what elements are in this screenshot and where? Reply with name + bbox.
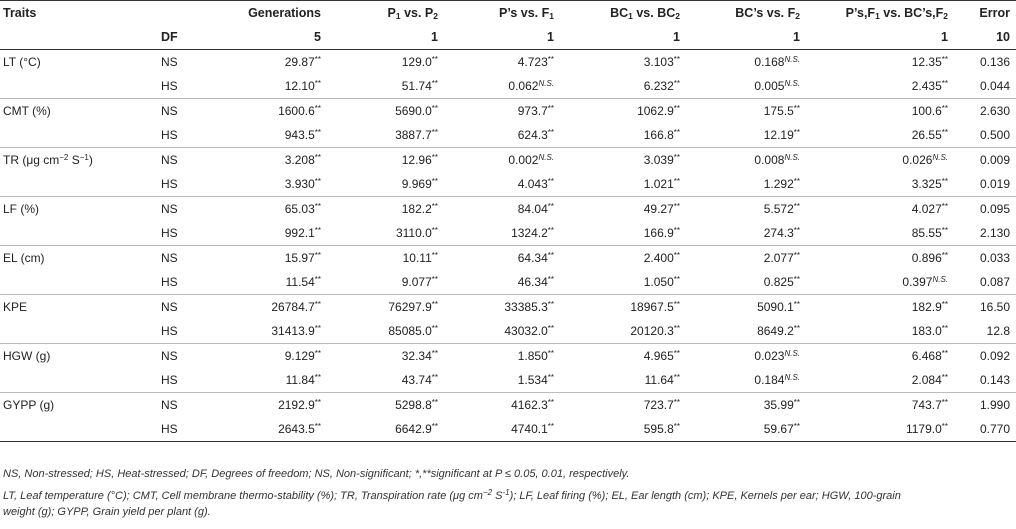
ms-value: 3.325** [911, 177, 948, 191]
condition-label: NS [158, 99, 218, 124]
significance-mark: ** [547, 300, 554, 309]
significance-mark: ** [314, 422, 321, 431]
ms-value: 3.208** [218, 148, 321, 173]
trait-label [0, 270, 158, 295]
ms-value: 0.825** [763, 275, 800, 289]
ms-value: $0.168^{N.S.}$ [754, 55, 800, 69]
significance-mark: ** [673, 349, 680, 358]
significance-mark: ** [431, 128, 438, 137]
significance-mark: ** [431, 398, 438, 407]
significance-mark: ** [547, 251, 554, 260]
ms-value: 18967.5** [554, 295, 680, 320]
significance-mark: ** [314, 300, 321, 309]
ms-value: 9.077** [401, 275, 438, 289]
condition-label: NS [158, 393, 218, 418]
trait-label [0, 74, 158, 99]
significance-mark: ** [941, 177, 948, 186]
significance-mark: ** [314, 55, 321, 64]
error-value: 2.130 [979, 226, 1010, 240]
ms-value: 183.0** [911, 324, 948, 338]
error-value: 2.630 [948, 99, 1016, 124]
condition-label: HS [161, 79, 178, 93]
ms-value: 84.04** [438, 197, 554, 222]
significance-mark: ** [673, 373, 680, 382]
significance-mark: ** [431, 324, 438, 333]
table-row [0, 417, 1016, 442]
trait-label: TR (μg $cm^{-2}$ $S^{-1}$) [0, 148, 158, 173]
ms-value: 5690.0** [321, 99, 438, 124]
error-value: 0.143 [979, 373, 1010, 387]
significance-mark: ** [431, 104, 438, 113]
significance-mark: ** [673, 251, 680, 260]
header-ps-f1-vs-bcs-f2: $P’s,F_1$ vs. $BC’s,F_2$ [800, 1, 948, 26]
ms-value: 2643.5** [218, 417, 321, 442]
significance-mark: ** [673, 275, 680, 284]
significance-mark: ** [793, 398, 800, 407]
ms-value: 0.896** [800, 246, 948, 271]
trait-label [0, 221, 158, 246]
significance-mark: ** [673, 324, 680, 333]
significance-mark: ** [314, 177, 321, 186]
ms-value: 1.850** [438, 344, 554, 369]
table-row [0, 246, 1016, 271]
significance-mark: ** [547, 202, 554, 211]
significance-mark: ** [314, 251, 321, 260]
ms-value: 12.19** [763, 128, 800, 142]
table-row [0, 74, 1016, 99]
ms-value: 29.87** [284, 55, 321, 69]
condition-label: NS [158, 148, 218, 173]
error-value: 0.044 [979, 79, 1010, 93]
significance-mark: ** [314, 104, 321, 113]
condition-label: NS [161, 55, 178, 69]
header-row [0, 1, 1016, 26]
significance-mark: ** [793, 422, 800, 431]
significance-mark: ** [431, 275, 438, 284]
significance-mark: ** [673, 104, 680, 113]
condition-label: NS [158, 344, 218, 369]
significance-mark: ** [431, 349, 438, 358]
ms-value: $0.026^{N.S.}$ [800, 148, 948, 173]
table-row [0, 50, 1016, 75]
trait-label: HGW (g) [0, 344, 158, 369]
significance-mark: ** [793, 177, 800, 186]
table-row [0, 270, 1016, 295]
condition-label: HS [161, 128, 178, 142]
significance-mark: ** [431, 55, 438, 64]
significance-mark: ** [673, 153, 680, 162]
significance-mark: ** [941, 349, 948, 358]
significance-mark: ** [314, 153, 321, 162]
significance-mark: ** [431, 300, 438, 309]
significance-mark: ** [793, 300, 800, 309]
ms-value: 166.9** [643, 226, 680, 240]
error-value: 0.136 [979, 55, 1010, 69]
ms-value: 2.400** [554, 246, 680, 271]
error-value: 0.095 [948, 197, 1016, 222]
ms-value: 1.534** [517, 373, 554, 387]
df-value: 1 [800, 25, 948, 50]
trait-label [0, 368, 158, 393]
ms-value: 33385.3** [438, 295, 554, 320]
df-value: 10 [948, 25, 1016, 50]
significance-mark: ** [547, 55, 554, 64]
significance-mark: ** [431, 251, 438, 260]
significance-mark: ** [314, 202, 321, 211]
ms-value: $0.005^{N.S.}$ [754, 79, 800, 93]
ms-value: 3.103** [643, 55, 680, 69]
ms-value: 2.435** [911, 79, 948, 93]
trait-label [0, 417, 158, 442]
ms-value: 64.34** [438, 246, 554, 271]
significance-mark: ** [547, 349, 554, 358]
ms-value: 35.99** [680, 393, 800, 418]
nonsignificant-mark: N.S. [932, 153, 948, 162]
df-value: 5 [218, 25, 321, 50]
trait-label: GYPP (g) [0, 393, 158, 418]
significance-mark: ** [941, 398, 948, 407]
ms-value: 3.930** [284, 177, 321, 191]
error-value: 12.8 [986, 324, 1010, 338]
ms-value: 992.1** [284, 226, 321, 240]
ms-value: 76297.9** [321, 295, 438, 320]
significance-mark: ** [431, 153, 438, 162]
table-row [0, 221, 1016, 246]
nonsignificant-mark: N.S. [784, 79, 800, 88]
error-value: 0.087 [979, 275, 1010, 289]
df-value: 1 [438, 25, 554, 50]
error-value: 0.009 [948, 148, 1016, 173]
ms-value: 4.965** [554, 344, 680, 369]
ms-value: 743.7** [800, 393, 948, 418]
header-error: Error [948, 1, 1016, 26]
condition-label: HS [161, 226, 178, 240]
ms-value: 4.043** [517, 177, 554, 191]
significance-mark: ** [431, 422, 438, 431]
trait-label [0, 319, 158, 344]
ms-value: 274.3** [763, 226, 800, 240]
table-body [0, 50, 1016, 442]
ms-value: 10.11** [321, 246, 438, 271]
ms-value: 26.55** [911, 128, 948, 142]
significance-mark: ** [941, 128, 948, 137]
significance-mark: ** [314, 128, 321, 137]
ms-value: 32.34** [321, 344, 438, 369]
significance-mark: ** [673, 398, 680, 407]
ms-value: 129.0** [401, 55, 438, 69]
significance-mark: ** [793, 202, 800, 211]
header-ps-vs-f1: P’s vs. $F_1$ [438, 1, 554, 26]
ms-value: 1600.6** [218, 99, 321, 124]
significance-mark: ** [431, 226, 438, 235]
ms-value: 43.74** [401, 373, 438, 387]
ms-value: 85.55** [911, 226, 948, 240]
table-row [0, 295, 1016, 320]
table-row [0, 368, 1016, 393]
table-row [0, 197, 1016, 222]
table-row [0, 123, 1016, 148]
significance-mark: ** [941, 202, 948, 211]
ms-value: 166.8** [643, 128, 680, 142]
significance-mark: ** [314, 349, 321, 358]
significance-mark: ** [547, 128, 554, 137]
significance-mark: ** [673, 177, 680, 186]
ms-value: 6.468** [800, 344, 948, 369]
ms-value: 3887.7** [395, 128, 438, 142]
significance-mark: ** [431, 202, 438, 211]
significance-mark: ** [941, 104, 948, 113]
significance-mark: ** [673, 128, 680, 137]
ms-value: 11.54** [285, 275, 321, 289]
significance-mark: ** [314, 275, 321, 284]
nonsignificant-mark: N.S. [784, 153, 800, 162]
significance-mark: ** [547, 398, 554, 407]
ms-value: 20120.3** [630, 324, 680, 338]
significance-mark: ** [314, 324, 321, 333]
ms-value: 3110.0** [395, 226, 438, 240]
ms-value: 4.027** [800, 197, 948, 222]
trait-label: CMT (%) [0, 99, 158, 124]
ms-value: 624.3** [517, 128, 554, 142]
ms-value: 5298.8** [321, 393, 438, 418]
ms-value: 175.5** [680, 99, 800, 124]
df-label: DF [158, 25, 218, 50]
significance-mark: ** [793, 324, 800, 333]
df-row [0, 25, 1016, 50]
significance-mark: ** [431, 177, 438, 186]
ms-value: 46.34** [517, 275, 554, 289]
condition-label: HS [161, 373, 178, 387]
error-value: 0.770 [948, 417, 1016, 442]
significance-mark: ** [941, 422, 948, 431]
df-value: 1 [680, 25, 800, 50]
significance-mark: ** [941, 226, 948, 235]
significance-mark: ** [547, 226, 554, 235]
significance-mark: ** [941, 79, 948, 88]
footnote-trait-definitions: LT, Leaf temperature (°C); CMT, Cell membrane thermo-stability (%); TR, Transpiration rate (μg $cm^{-2}$ $S^{-1}$); LF, Leaf firing (%); EL, Ear length (cm); KPE, Kernels per ear; HGW, 100-grain [3, 488, 901, 502]
condition-label: NS [158, 197, 218, 222]
ms-value: 59.67** [680, 417, 800, 442]
ms-value: 2.084** [911, 373, 948, 387]
ms-value: 9.969** [401, 177, 438, 191]
ms-value: 65.03** [218, 197, 321, 222]
ms-value: 6.232** [643, 79, 680, 93]
nonsignificant-mark: N.S. [538, 153, 554, 162]
ms-value: 1062.9** [554, 99, 680, 124]
table-row [0, 393, 1016, 418]
significance-mark: ** [547, 275, 554, 284]
ms-value: 26784.7** [218, 295, 321, 320]
significance-mark: ** [941, 324, 948, 333]
ms-value: 4162.3** [438, 393, 554, 418]
footnote-abbreviations: NS, Non-stressed; HS, Heat-stressed; DF, Degrees of freedom; NS, Non-significant; *,**significant at P ≤ 0.05, 0.01, respectively. [3, 468, 630, 480]
ms-value: 1.021** [643, 177, 680, 191]
significance-mark: ** [793, 104, 800, 113]
ms-value: 43032.0** [504, 324, 554, 338]
table-row [0, 99, 1016, 124]
significance-mark: ** [547, 373, 554, 382]
nonsignificant-mark: N.S. [784, 373, 800, 382]
ms-value: 5.572** [680, 197, 800, 222]
significance-mark: ** [941, 373, 948, 382]
error-value: 0.092 [948, 344, 1016, 369]
significance-mark: ** [673, 300, 680, 309]
header-p1-vs-p2: $P_1$ vs. $P_2$ [321, 1, 438, 26]
ms-value: 15.97** [218, 246, 321, 271]
significance-mark: ** [547, 104, 554, 113]
significance-mark: ** [673, 55, 680, 64]
ms-value: 12.10** [284, 79, 321, 93]
header-blank [158, 1, 218, 26]
condition-label: HS [161, 324, 178, 338]
significance-mark: ** [314, 398, 321, 407]
ms-value: 49.27** [554, 197, 680, 222]
ms-value: 1.292** [763, 177, 800, 191]
condition-label: HS [158, 417, 218, 442]
condition-label: HS [161, 275, 178, 289]
ms-value: 12.35** [911, 55, 948, 69]
ms-value: 100.6** [800, 99, 948, 124]
trait-label: KPE [0, 295, 158, 320]
footnote-trait-definitions-cont: weight (g); GYPP, Grain yield per plant (g). [3, 506, 211, 518]
ms-value: 11.64** [644, 373, 680, 387]
significance-mark: ** [673, 422, 680, 431]
ms-value: 85085.0** [388, 324, 438, 338]
significance-mark: ** [941, 55, 948, 64]
significance-mark: ** [431, 373, 438, 382]
ms-value: 2192.9** [218, 393, 321, 418]
significance-mark: ** [793, 226, 800, 235]
table-row [0, 344, 1016, 369]
header-traits: Traits [0, 1, 158, 26]
trait-label [0, 123, 158, 148]
significance-mark: ** [431, 79, 438, 88]
ms-value: 1.050** [643, 275, 680, 289]
ms-value: 6642.9** [321, 417, 438, 442]
significance-mark: ** [793, 251, 800, 260]
trait-label: LF (%) [0, 197, 158, 222]
error-value: 0.019 [979, 177, 1010, 191]
significance-mark: ** [314, 226, 321, 235]
ms-value: 2.077** [680, 246, 800, 271]
significance-mark: ** [793, 128, 800, 137]
error-value: 1.990 [948, 393, 1016, 418]
nonsignificant-mark: N.S. [784, 349, 800, 358]
table-row [0, 148, 1016, 173]
ms-value: 8649.2** [757, 324, 800, 338]
significance-mark: ** [673, 202, 680, 211]
error-value: 0.500 [979, 128, 1010, 142]
header-bcs-vs-f2: BC’s vs. $F_2$ [680, 1, 800, 26]
ms-value: $0.023^{N.S.}$ [680, 344, 800, 369]
trait-label [0, 172, 158, 197]
ms-value: $0.184^{N.S.}$ [754, 373, 800, 387]
significance-mark: ** [547, 422, 554, 431]
ms-value: $0.008^{N.S.}$ [680, 148, 800, 173]
df-value: 1 [321, 25, 438, 50]
ms-value: 5090.1** [680, 295, 800, 320]
significance-mark: ** [673, 226, 680, 235]
ms-value: 723.7** [554, 393, 680, 418]
ms-value: 4.723** [517, 55, 554, 69]
ms-value: 973.7** [438, 99, 554, 124]
trait-label: LT (°C) [3, 55, 41, 69]
ms-value: $0.002^{N.S.}$ [438, 148, 554, 173]
ms-value: 31413.9** [271, 324, 321, 338]
nonsignificant-mark: N.S. [932, 275, 948, 284]
ms-value: 4740.1** [438, 417, 554, 442]
significance-mark: ** [314, 373, 321, 382]
table-row [0, 172, 1016, 197]
significance-mark: ** [547, 324, 554, 333]
nonsignificant-mark: N.S. [784, 55, 800, 64]
table-row [0, 319, 1016, 344]
df-value: 1 [554, 25, 680, 50]
condition-label: NS [158, 246, 218, 271]
header-generations: Generations [218, 1, 321, 26]
table-footnotes [3, 466, 1013, 520]
nonsignificant-mark: N.S. [538, 79, 554, 88]
significance-mark: ** [314, 79, 321, 88]
error-value: 0.033 [948, 246, 1016, 271]
ms-value: 1324.2** [511, 226, 554, 240]
significance-mark: ** [793, 275, 800, 284]
ms-value: 11.84** [285, 373, 321, 387]
ms-value: 12.96** [321, 148, 438, 173]
significance-mark: ** [547, 177, 554, 186]
significance-mark: ** [941, 300, 948, 309]
ms-value: 1179.0** [800, 417, 948, 442]
trait-label: EL (cm) [0, 246, 158, 271]
error-value: 16.50 [948, 295, 1016, 320]
ms-value: 51.74** [401, 79, 438, 93]
ms-value: 182.2** [321, 197, 438, 222]
ms-value: 943.5** [284, 128, 321, 142]
ms-value: $0.062^{N.S.}$ [508, 79, 554, 93]
significance-mark: ** [673, 79, 680, 88]
condition-label: NS [158, 295, 218, 320]
condition-label: HS [161, 177, 178, 191]
ms-value: 9.129** [218, 344, 321, 369]
ms-value: 3.039** [554, 148, 680, 173]
ms-value: $0.397^{N.S.}$ [902, 275, 948, 289]
significance-mark: ** [941, 251, 948, 260]
header-bc1-vs-bc2: $BC_1$ vs. $BC_2$ [554, 1, 680, 26]
ms-value: 182.9** [800, 295, 948, 320]
ms-value: 595.8** [554, 417, 680, 442]
